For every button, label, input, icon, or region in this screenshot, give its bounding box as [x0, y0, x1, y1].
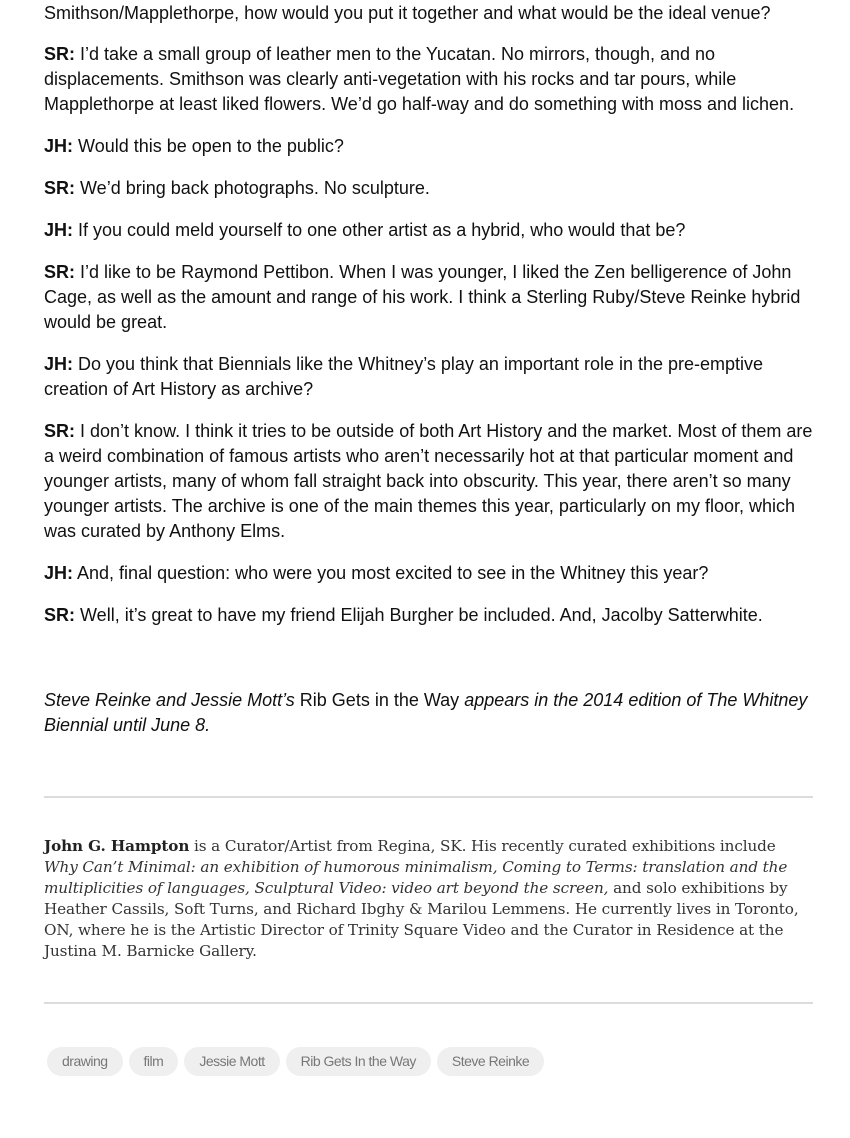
- interview-paragraph: [44, 352, 814, 402]
- exhibition-credit: [44, 688, 814, 738]
- credit-work-title: Rib Gets in the Way: [299, 690, 460, 710]
- speaker-label: SR:: [44, 421, 75, 441]
- bio-text: and solo exhibitions by Heather Cassils, Soft Turns, and Richard Ibghy & Marilou Lemmens. He currently lives in Toronto, ON, where he is the Artistic Director of Trinity Square Video and the Curator in Residence at the Justina M. Barnicke Gallery.: [44, 879, 799, 960]
- interview-text: Do you think that Biennials like the Whitney’s play an important role in the pre-emptive creation of Art History as archive?: [44, 354, 764, 399]
- interview-text: Smithson/Mapplethorpe, how would you put it together and what would be the ideal venue?: [44, 3, 771, 23]
- interview-paragraph: [44, 42, 814, 117]
- tag-drawing[interactable]: drawing: [47, 1047, 123, 1076]
- author-bio: [44, 836, 814, 962]
- interview-text: Well, it’s great to have my friend Elijah Burgher be included. And, Jacolby Satterwhite.: [80, 605, 763, 625]
- interview-paragraph: [44, 419, 814, 544]
- tag-jessie-mott[interactable]: Jessie Mott: [184, 1047, 279, 1076]
- speaker-label: SR:: [44, 178, 75, 198]
- speaker-label: SR:: [44, 605, 75, 625]
- tag-steve-reinke[interactable]: Steve Reinke: [437, 1047, 544, 1076]
- bio-exhibitions: Why Can’t Minimal: an exhibition of humorous minimalism, Coming to Terms: translation and the multiplicities of languages, Sculptural Video: video art beyond the screen,: [44, 858, 788, 897]
- divider: [44, 796, 813, 798]
- author-name: John G. Hampton: [44, 837, 190, 855]
- bio-text: is a Curator/Artist from Regina, SK. His recently curated exhibitions include: [189, 837, 776, 855]
- interview-text: Would this be open to the public?: [78, 136, 344, 156]
- divider: [44, 1002, 813, 1004]
- interview-text: I’d take a small group of leather men to the Yucatan. No mirrors, though, and no displacements. Smithson was clearly anti-vegetation with his rocks and tar pours, while Mapplethorpe at least liked flowers. We’d go half-way and do something with moss and lichen.: [44, 44, 795, 114]
- interview-paragraph: [44, 176, 814, 201]
- interview-paragraph: [44, 603, 814, 628]
- interview-paragraph: [44, 1, 814, 26]
- interview-text: We’d bring back photographs. No sculpture.: [80, 178, 430, 198]
- interview-paragraph: [44, 218, 814, 243]
- speaker-label: JH:: [44, 563, 74, 583]
- interview-paragraph: [44, 134, 814, 159]
- credit-artists: Steve Reinke and Jessie Mott’s: [44, 690, 300, 710]
- speaker-label: JH:: [44, 220, 74, 240]
- interview-text: I don’t know. I think it tries to be outside of both Art History and the market. Most of them are a weird combination of famous artists who aren’t necessarily hot at that particular moment and younger artists, many of whom fall straight back into obscurity. This year, there aren’t so many younger artists. The archive is one of the main themes this year, particularly on my floor, which was curated by Anthony Elms.: [44, 421, 813, 541]
- tag-rib-gets-in-the-way[interactable]: Rib Gets In the Way: [286, 1047, 431, 1076]
- interview-paragraph: [44, 260, 814, 335]
- interview-text: And, final question: who were you most excited to see in the Whitney this year?: [77, 563, 709, 583]
- speaker-label: JH:: [44, 354, 74, 374]
- tag-film[interactable]: film: [129, 1047, 179, 1076]
- interview-paragraph: [44, 561, 814, 586]
- interview-text: If you could meld yourself to one other artist as a hybrid, who would that be?: [78, 220, 686, 240]
- speaker-label: JH:: [44, 136, 74, 156]
- speaker-label: SR:: [44, 262, 75, 282]
- credit-venue: appears in the 2014 edition of The Whitney Biennial until June 8.: [44, 690, 808, 735]
- speaker-label: SR:: [44, 44, 75, 64]
- tag-list: [47, 1047, 544, 1076]
- interview-text: I’d like to be Raymond Pettibon. When I was younger, I liked the Zen belligerence of John Cage, as well as the amount and range of his work. I think a Sterling Ruby/Steve Reinke hybrid would be great.: [44, 262, 801, 332]
